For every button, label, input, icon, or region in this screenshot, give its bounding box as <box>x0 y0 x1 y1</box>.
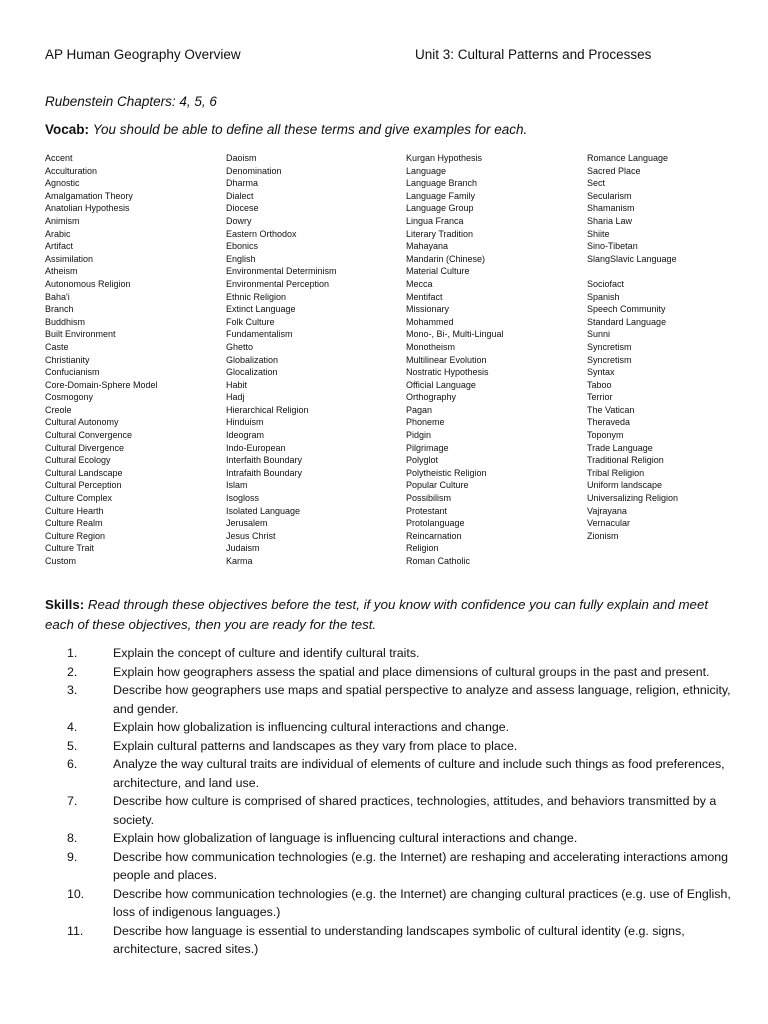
objective-text: Describe how communication technologies (e.g. the Internet) are reshaping and accelerating interactions among people and places. <box>113 849 729 882</box>
vocab-term: Core-Domain-Sphere Model <box>45 379 158 390</box>
vocab-term: Secularism <box>587 190 632 201</box>
vocab-term: Culture Realm <box>45 518 103 529</box>
vocab-term: Vernacular <box>587 518 631 529</box>
vocab-term: Baha'i <box>45 291 70 302</box>
vocab-term: Protolanguage <box>406 518 465 529</box>
vocab-term: Speech Community <box>587 304 666 315</box>
vocab-term: Popular Culture <box>406 480 469 491</box>
vocab-term: Glocalization <box>226 367 278 378</box>
vocab-term: Branch <box>45 304 74 315</box>
vocab-term: Pidgin <box>406 430 432 441</box>
vocab-label: Vocab: <box>45 122 90 137</box>
vocab-column-1 <box>45 152 225 568</box>
objective-number: 9. <box>67 849 78 864</box>
vocab-term: Syntax <box>587 367 615 378</box>
objectives-list <box>45 644 735 959</box>
vocab-term: Theraveda <box>587 417 631 428</box>
vocab-term: Sect <box>587 178 606 189</box>
vocab-term: Intrafaith Boundary <box>226 467 303 478</box>
vocab-term: Islam <box>226 480 248 491</box>
vocab-term: Phoneme <box>406 417 445 428</box>
vocab-term: Language <box>406 165 447 176</box>
objective-number: 5. <box>67 738 78 753</box>
vocab-intro <box>45 122 527 137</box>
objective-text: Explain how globalization of language is influencing cultural interactions and change. <box>113 831 578 845</box>
vocab-term: Roman Catholic <box>406 556 471 566</box>
vocab-term: Mono-, Bi-, Multi-Lingual <box>406 329 504 340</box>
vocab-term: Built Environment <box>45 329 116 340</box>
vocab-term: Multilinear Evolution <box>406 354 487 365</box>
vocab-term: Mecca <box>406 278 433 289</box>
vocab-term: Agnostic <box>45 178 80 189</box>
vocab-term: Creole <box>45 404 72 415</box>
objective-number: 4. <box>67 720 78 734</box>
vocab-term: Vajrayana <box>587 505 627 516</box>
vocab-term: Amalgamation Theory <box>45 190 133 201</box>
vocab-term: Dharma <box>226 178 259 189</box>
vocab-term: Sharia Law <box>587 215 633 226</box>
vocab-term: Sino-Tibetan <box>587 241 638 252</box>
vocab-term: Ethnic Religion <box>226 291 287 302</box>
vocab-column-4 <box>587 152 767 542</box>
vocab-term: Indo-European <box>226 442 286 453</box>
vocab-term: Assimilation <box>45 253 94 264</box>
vocab-term: Sunni <box>587 329 611 340</box>
vocab-term: Autonomous Religion <box>45 278 131 289</box>
vocab-term: Zionism <box>587 530 619 541</box>
vocab-term: Language Group <box>406 203 474 214</box>
vocab-term: Dowry <box>226 215 252 226</box>
vocab-term: Environmental Perception <box>226 278 330 289</box>
vocab-term: Hierarchical Religion <box>226 404 309 415</box>
objective-text: Explain how geographers assess the spatial and place dimensions of cultural groups in the past and present. <box>113 664 710 679</box>
vocab-term: Official Language <box>406 379 476 390</box>
vocab-term: Cultural Divergence <box>45 442 125 453</box>
objective-text: Describe how culture is comprised of shared practices, technologies, attitudes, and behaviors transmitted by a society. <box>113 794 717 827</box>
vocab-term: Sacred Place <box>587 165 641 176</box>
vocab-term: Material Culture <box>406 266 470 277</box>
vocab-term: Culture Region <box>45 530 106 541</box>
vocab-term: Nostratic Hypothesis <box>406 367 489 378</box>
vocab-term: Arabic <box>45 228 71 239</box>
objective-item <box>45 848 735 885</box>
vocab-term: Cultural Landscape <box>45 467 123 478</box>
vocab-term: Mahayana <box>406 241 449 252</box>
vocab-term: Globalization <box>226 354 279 365</box>
vocab-term: Lingua Franca <box>406 215 464 226</box>
vocab-term <box>587 265 767 278</box>
vocab-term: Sociofact <box>587 278 625 289</box>
objective-number: 1. <box>67 646 78 660</box>
vocab-term: Animism <box>45 215 80 226</box>
vocab-term: Terrior <box>587 392 613 403</box>
vocab-term: SlangSlavic Language <box>587 253 677 264</box>
vocab-term: Ebonics <box>226 241 259 252</box>
vocab-term: Universalizing Religion <box>587 493 679 504</box>
vocab-term: Culture Trait <box>45 543 95 554</box>
vocab-term: Shiite <box>587 228 610 239</box>
vocab-term: Spanish <box>587 291 620 302</box>
vocab-term: Environmental Determinism <box>226 266 337 277</box>
objective-number: 11. <box>67 923 84 938</box>
vocab-term: Hinduism <box>226 417 264 428</box>
objective-item <box>45 681 735 718</box>
course-title: AP Human Geography Overview <box>45 47 241 62</box>
objective-item <box>45 718 735 737</box>
objective-number: 6. <box>67 757 78 771</box>
objective-text: Explain cultural patterns and landscapes as they vary from place to place. <box>113 738 518 753</box>
unit-title: Unit 3: Cultural Patterns and Processes <box>415 47 652 62</box>
vocab-term: Uniform landscape <box>587 480 663 491</box>
vocab-term: Habit <box>226 379 248 390</box>
vocab-term: Missionary <box>406 304 450 315</box>
vocab-instruction: You should be able to define all these terms and give examples for each. <box>92 122 528 137</box>
vocab-term: Custom <box>45 556 77 566</box>
vocab-term: Interfaith Boundary <box>226 455 303 466</box>
vocab-term: Monotheism <box>406 341 456 352</box>
objective-item <box>45 885 735 922</box>
objective-item <box>45 755 735 792</box>
vocab-term: Trade Language <box>587 442 653 453</box>
vocab-term: Cultural Autonomy <box>45 417 119 428</box>
vocab-term: Ghetto <box>226 341 254 352</box>
vocab-term: Kurgan Hypothesis <box>406 153 483 163</box>
chapters-reference: Rubenstein Chapters: 4, 5, 6 <box>45 94 217 109</box>
objective-number: 10. <box>67 886 85 901</box>
vocab-term: Dialect <box>226 190 254 201</box>
vocab-term: Anatolian Hypothesis <box>45 203 130 214</box>
vocab-term: Syncretism <box>587 354 632 365</box>
vocab-term: Tribal Religion <box>587 467 645 478</box>
vocab-term: Cultural Ecology <box>45 455 111 466</box>
vocab-term: Artifact <box>45 241 74 252</box>
vocab-term: Jerusalem <box>226 518 268 529</box>
objective-text: Analyze the way cultural traits are individual of elements of culture and include such things as food preferences, architecture, and land use. <box>113 757 725 790</box>
vocab-term: Language Family <box>406 190 476 201</box>
vocab-term: Isolated Language <box>226 505 301 516</box>
vocab-term: Eastern Orthodox <box>226 228 297 239</box>
vocab-term: Confucianism <box>45 367 100 378</box>
vocab-term: Accent <box>45 153 73 163</box>
vocab-term: Mohammed <box>406 316 454 327</box>
vocab-term: Ideogram <box>226 430 265 441</box>
vocab-term: Possibilism <box>406 493 452 504</box>
objective-text: Describe how language is essential to understanding landscapes symbolic of cultural identity (e.g. signs, architecture, sacred sites.) <box>113 923 685 956</box>
vocab-term: Pilgrimage <box>406 442 449 453</box>
skills-label: Skills: <box>45 597 85 612</box>
vocab-term: The Vatican <box>587 404 635 415</box>
vocab-term: Atheism <box>45 266 78 277</box>
objective-item <box>45 829 735 848</box>
vocab-term: Culture Complex <box>45 493 113 504</box>
vocab-term: Traditional Religion <box>587 455 664 466</box>
vocab-term: English <box>226 253 256 264</box>
vocab-term: Fundamentalism <box>226 329 293 340</box>
vocab-term: Buddhism <box>45 316 86 327</box>
vocab-term: Culture Hearth <box>45 505 104 516</box>
vocab-term: Acculturation <box>45 165 98 176</box>
objective-item <box>45 644 735 663</box>
skills-instruction: Read through these objectives before the test, if you know with confidence you can fully explain and meet each of these objectives, then you are ready for the test. <box>45 597 709 632</box>
vocab-column-3 <box>406 152 586 568</box>
vocab-term: Romance Language <box>587 153 669 163</box>
vocab-term: Mentifact <box>406 291 443 302</box>
objective-number: 2. <box>67 664 78 679</box>
objective-text: Explain the concept of culture and identify cultural traits. <box>113 646 420 660</box>
vocab-term: Literary Tradition <box>406 228 474 239</box>
vocab-term: Protestant <box>406 505 448 516</box>
vocab-term: Isogloss <box>226 493 260 504</box>
objective-item <box>45 792 735 829</box>
vocab-term: Judaism <box>226 543 260 554</box>
vocab-term: Standard Language <box>587 316 667 327</box>
vocab-term: Hadj <box>226 392 245 403</box>
skills-intro <box>45 595 735 635</box>
vocab-term: Folk Culture <box>226 316 275 327</box>
vocab-term: Polytheistic Religion <box>406 467 487 478</box>
vocab-term: Pagan <box>406 404 433 415</box>
vocab-term: Shamanism <box>587 203 635 214</box>
vocab-term: Caste <box>45 341 69 352</box>
vocab-column-2 <box>226 152 406 568</box>
vocab-term: Karma <box>226 556 253 566</box>
vocab-term: Polyglot <box>406 455 439 466</box>
vocab-term: Cultural Convergence <box>45 430 133 441</box>
vocab-term: Religion <box>406 543 439 554</box>
vocab-term: Cultural Perception <box>45 480 122 491</box>
objective-number: 7. <box>67 794 78 808</box>
vocab-term: Cosmogony <box>45 392 94 403</box>
objective-item <box>45 737 735 756</box>
objective-text: Describe how geographers use maps and spatial perspective to analyze and assess language, religion, ethnicity, and gender. <box>113 683 731 716</box>
vocab-term: Denomination <box>226 165 282 176</box>
vocab-term: Extinct Language <box>226 304 296 315</box>
vocab-term: Syncretism <box>587 341 632 352</box>
vocab-term: Toponym <box>587 430 624 441</box>
vocab-term: Language Branch <box>406 178 478 189</box>
objective-number: 8. <box>67 831 78 845</box>
vocab-term: Mandarin (Chinese) <box>406 253 486 264</box>
objective-text: Describe how communication technologies (e.g. the Internet) are changing cultural practices (e.g. use of English, loss of indigenous languages.) <box>113 886 731 919</box>
vocab-term: Jesus Christ <box>226 530 276 541</box>
vocab-term: Taboo <box>587 379 612 390</box>
objective-text: Explain how globalization is influencing cultural interactions and change. <box>113 720 510 734</box>
vocab-term: Reincarnation <box>406 530 462 541</box>
vocab-term: Orthography <box>406 392 457 403</box>
vocab-term: Diocese <box>226 203 259 214</box>
vocab-term: Daoism <box>226 153 257 163</box>
vocab-term: Christianity <box>45 354 90 365</box>
objective-item <box>45 922 735 959</box>
objective-item <box>45 663 735 682</box>
objective-number: 3. <box>67 683 78 697</box>
